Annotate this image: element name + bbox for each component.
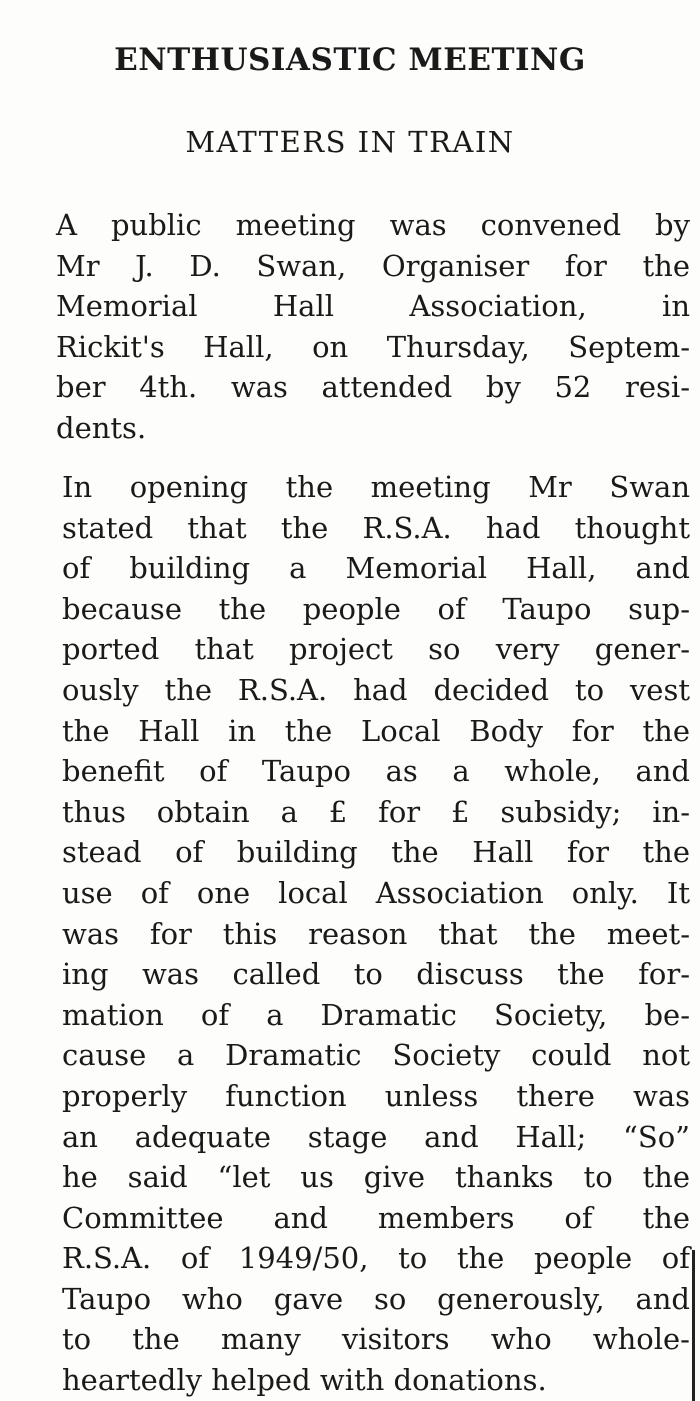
text-line: properly function unless there was (62, 1078, 690, 1113)
text-line: Memorial Hall Association, in (56, 289, 690, 324)
text-line: was for this reason that the meet- (62, 916, 690, 951)
text-line: In opening the meeting Mr Swan (62, 470, 690, 504)
text-line: mation of a Dramatic Society, be- (62, 997, 690, 1032)
paragraph-opening (22, 205, 690, 449)
text-line: R.S.A. of 1949/50, to the people of (62, 1241, 690, 1276)
text-line: stated that the R.S.A. had thought (62, 510, 690, 545)
text-line: an adequate stage and Hall; “So” (62, 1119, 690, 1154)
text-line: ber 4th. was attended by 52 resi- (56, 370, 690, 405)
column-rule (692, 1250, 695, 1401)
text-line: A public meeting was convened by (56, 208, 690, 242)
text-line: stead of building the Hall for the (62, 835, 690, 870)
text-line: dents. (56, 410, 147, 445)
text-line: Committee and members of the (62, 1200, 690, 1235)
headline: ENTHUSIASTIC MEETING (114, 42, 586, 78)
text-line: thus obtain a £ for £ subsidy; in- (62, 794, 690, 829)
text-line: heartedly helped with donations. (62, 1363, 547, 1398)
text-line: Taupo who gave so generously, and (62, 1281, 690, 1316)
text-line: because the people of Taupo sup- (62, 591, 690, 626)
text-line: ing was called to discuss the for- (62, 957, 690, 992)
subheadline: MATTERS IN TRAIN (185, 125, 515, 159)
text-line: use of one local Association only. It (62, 875, 690, 910)
text-line: he said “let us give thanks to the (62, 1160, 690, 1195)
text-line: benefit of Taupo as a whole, and (62, 754, 690, 789)
text-line: Rickit's Hall, on Thursday, Septem- (56, 329, 690, 364)
text-line: the Hall in the Local Body for the (62, 713, 690, 748)
text-line: cause a Dramatic Society could not (62, 1038, 690, 1073)
text-line: ously the R.S.A. had decided to vest (62, 672, 690, 707)
paragraph-body (22, 467, 690, 1401)
text-line: to the many visitors who whole- (62, 1322, 690, 1357)
text-line: ported that project so very gener- (62, 632, 690, 667)
text-line: of building a Memorial Hall, and (62, 551, 690, 586)
text-line: Mr J. D. Swan, Organiser for the (56, 248, 690, 283)
